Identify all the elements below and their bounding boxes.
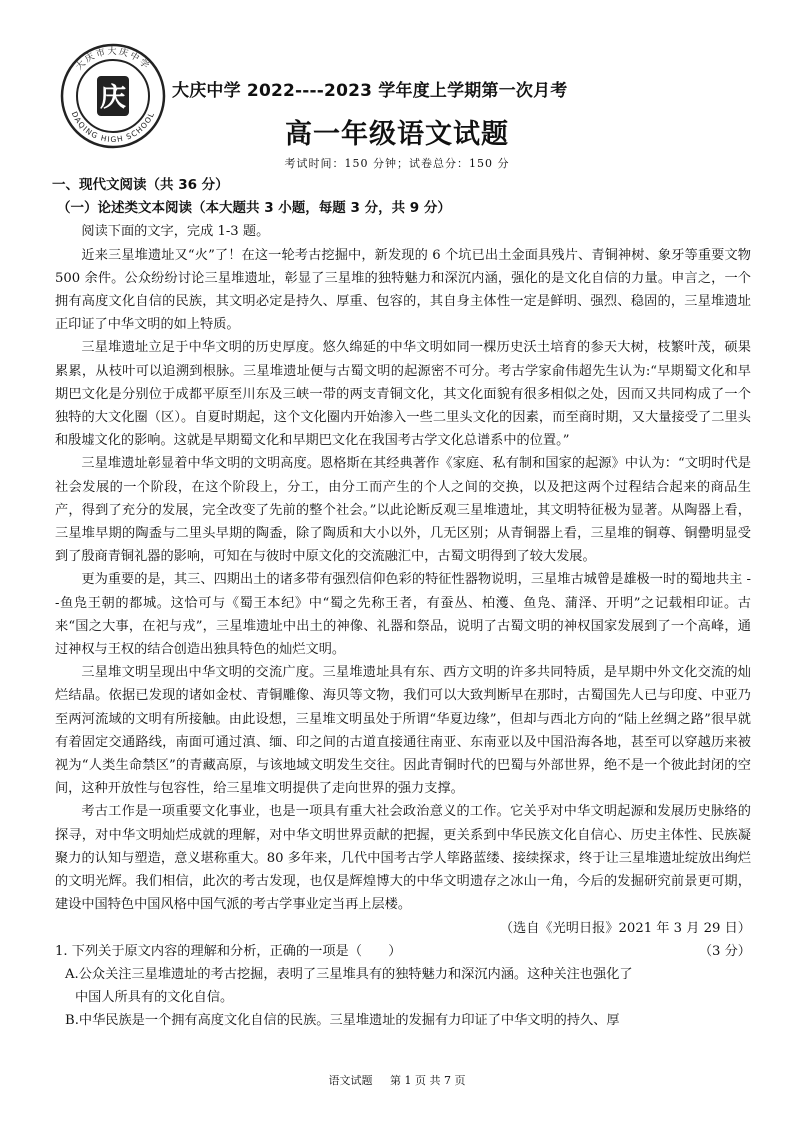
- footer-subject: 语文试题: [328, 1074, 373, 1087]
- footer-page-number: 第 1 页 共 7 页: [390, 1074, 466, 1087]
- passage-paragraph: 近来三星堆遗址又“火”了！在这一轮考古挖掘中，新发现的 6 个坑已出土金面具残片、青铜神树、象牙等重要文物 500 余件。公众纷纷讨论三星堆遗址，彰显了三星堆的独特魅力和深沉内涵，强化的是文化自信的力量。申言之，一个拥有高度文化自信的民族，其文明必定是持久、厚重、包容的，其自身主体性一定是鲜明、强烈、稳固的，三星堆遗址正印证了中华文明的如上特质。: [55, 247, 751, 333]
- question-1-stem: 1. 下列关于原文内容的理解和分析，正确的一项是（ ）: [55, 943, 402, 959]
- school-title: 大庆中学 2022----2023 学年度上学期第一次月考: [172, 81, 568, 101]
- option-a-line1: A.公众关注三星堆遗址的考古挖掘，表明了三星堆具有的独特魅力和深沉内涵。这种关注也强化了: [65, 966, 633, 982]
- exam-title: 高一年级语文试题: [285, 119, 509, 150]
- seal-ring-text-bottom: DAQING HIGH SCHOOL: [69, 110, 157, 145]
- page-footer: [0, 1072, 794, 1088]
- passage-source: （选自《光明日报》2021 年 3 月 29 日）: [499, 920, 751, 936]
- option-b-line1: B.中华民族是一个拥有高度文化自信的民族。三星堆遗址的发掘有力印证了中华文明的持久、厚: [65, 1013, 620, 1029]
- seal-center-char: 庆: [99, 83, 127, 113]
- question-1-score: （3 分）: [698, 943, 751, 959]
- passage-paragraph: 三星堆遗址彰显着中华文明的文明高度。恩格斯在其经典著作《家庭、私有制和国家的起源》中认为：“文明时代是社会发展的一个阶段，在这个阶段上，分工，由分工而产生的个人之间的交换，以及把这两个过程结合起来的商品生产，得到了充分的发展，完全改变了先前的整个社会。”以此论断反观三星堆遗址，其文明特征极为显著。从陶器上看，三星堆早期的陶盉与二里头早期的陶盉，除了陶质和大小以外，几无区别；从青铜器上看，三星堆的铜尊、铜罍明显受到了殷商青铜礼器的影响，可知在与彼时中原文化的交流融汇中，古蜀文明得到了较大发展。: [55, 456, 751, 565]
- question-1-option-b: [55, 1009, 751, 1032]
- seal-ring-text-top: 大庆市大庆中学: [74, 47, 152, 73]
- passage-paragraph: 考古工作是一项重要文化事业，也是一项具有重大社会政治意义的工作。它关乎对中华文明起源和发展历史脉络的探寻，对中华文明灿烂成就的理解，对中华文明世界贡献的把握，更关系到中华民族文化自信心、历史主体性、民族凝聚力的认知与塑造，意义堪称重大。80 多年来，几代中国考古学人筚路蓝缕、接续探求，终于让三星堆遗址绽放出绚烂的文明光辉。我们相信，此次的考古发现，也仅是辉煌博大的中华文明遗存之冰山一角，今后的发掘研究前景更可期，建设中国特色中国风格中国气派的考古学事业定当再上层楼。: [55, 804, 751, 913]
- reading-instruction: 阅读下面的文字，完成 1-3 题。: [81, 224, 270, 240]
- exam-body: [52, 174, 751, 1033]
- question-1-option-a: [55, 963, 751, 1009]
- section-subheading: （一）论述类文本阅读（本大题共 3 小题，每题 3 分，共 9 分）: [57, 200, 451, 217]
- exam-info: 考试时间：150 分钟；试卷总分：150 分: [284, 157, 510, 170]
- section-heading: 一、现代文阅读（共 36 分）: [52, 177, 229, 193]
- passage-paragraph: 三星堆文明呈现出中华文明的交流广度。三星堆遗址具有东、西方文明的许多共同特质，是早期中外文化交流的灿烂结晶。依据已发现的诸如金杖、青铜雕像、海贝等文物，我们可以大致判断早在那时，古蜀国先人已与印度、中亚乃至两河流域的文明有所接触。由此设想，三星堆文明虽处于所谓“华夏边缘”，但却与西北方向的“陆上丝绸之路”很早就有着固定交通路线，南面可通过滇、缅、印之间的古道直接通往南亚、东南亚以及中国沿海各地，甚至可以穿越历来被视为“人类生命禁区”的青藏高原，与该地域文明发生交往。因此青铜时代的巴蜀与外部世界，绝不是一个彼此封闭的空间，这种开放性与包容性，给三星堆文明提供了走向世界的强力支撑。: [55, 665, 751, 797]
- svg-text:大庆市大庆中学: [73, 45, 153, 72]
- passage-paragraph: 更为重要的是，其三、四期出土的诸多带有强烈信仰色彩的特征性器物说明，三星堆古城曾是雄极一时的蜀地共主 --鱼凫王朝的都城。这恰可与《蜀王本纪》中“蜀之先称王者，有蚕丛、柏濩、鱼凫、蒲泽、开明”之记载相印证。古来“国之大事，在祀与戎”，三星堆遗址中出土的神像、礼器和祭品，说明了古蜀文明的神权国家发展到了一个高峰，通过神权与王权的结合创造出独具特色的灿烂文明。: [55, 572, 751, 658]
- passage-paragraph: 三星堆遗址立足于中华文明的历史厚度。悠久绵延的中华文明如同一棵历史沃土培育的参天大树，枝繁叶茂，硕果累累，从枝叶可以追溯到根脉。三星堆遗址便与古蜀文明的起源密不可分。考古学家俞伟超先生认为:“早期蜀文化和早期巴文化是分别位于成都平原至川东及三峡一带的两支青铜文化，其文化面貌有很多相似之处，因而又共同构成了一个独特的大文化圈（区）。自夏时期起，这个文化圈内开始渗入一些二里头文化的因素，而至商时期，又大量接受了二里头和殷墟文化的影响。这就是早期蜀文化和早期巴文化在我国考古学文化总谱系中的位置。”: [55, 340, 751, 449]
- question-1: [55, 940, 751, 963]
- option-a-line2: 中国人所具有的文化自信。: [75, 990, 234, 1006]
